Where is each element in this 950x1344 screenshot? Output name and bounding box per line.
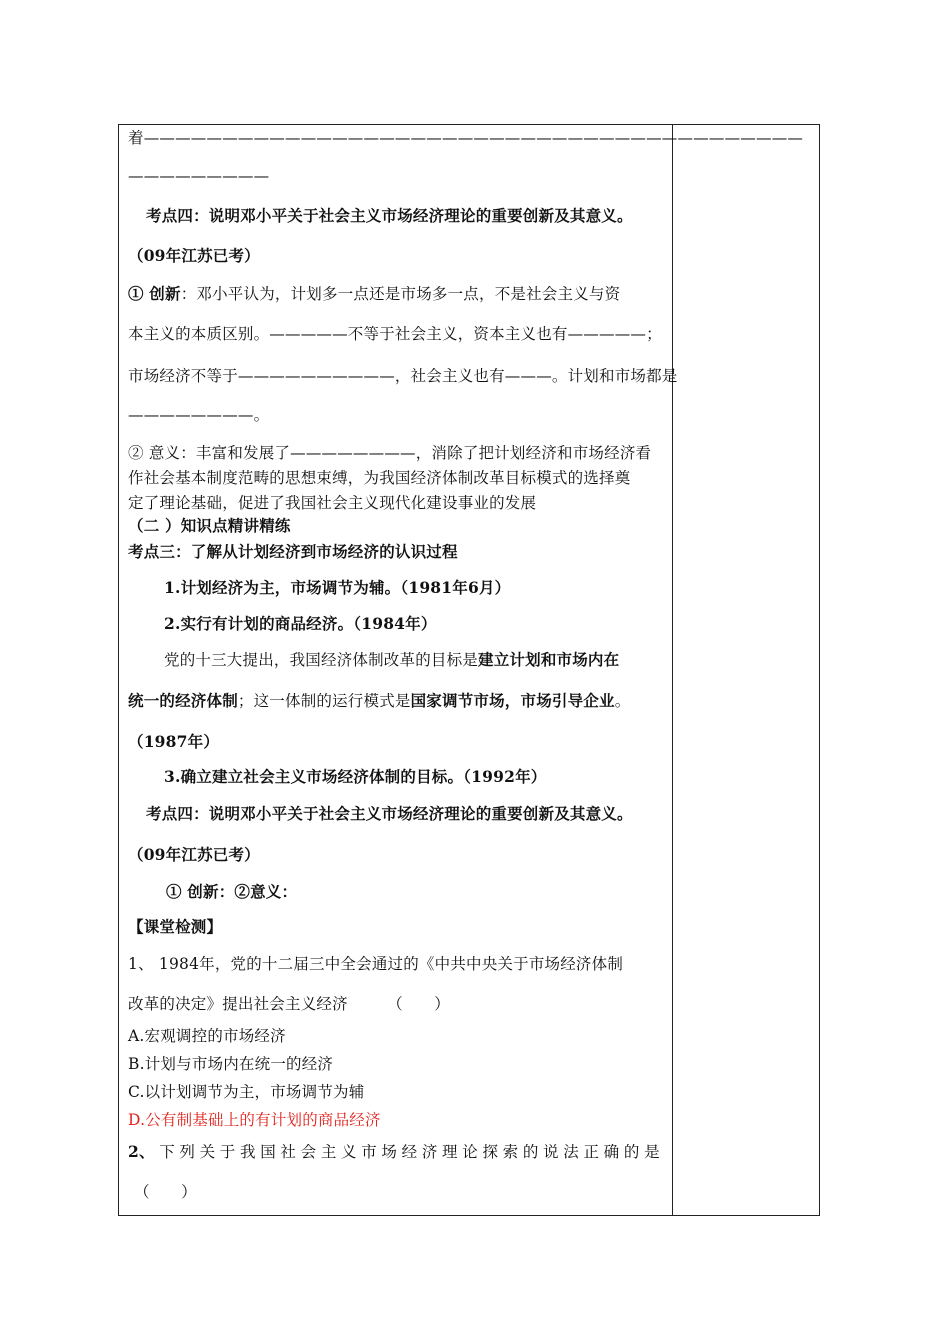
para-line-2 — [128, 691, 630, 711]
para-text-1: 党的十三大提出，我国经济体制改革的目标是 — [164, 651, 479, 669]
quiz-heading: 【课堂检测】 — [128, 917, 223, 936]
para-year: （1987年） — [128, 732, 220, 751]
q2-char: 国 — [260, 1143, 276, 1161]
question-2-line-2: （ ） — [134, 1183, 197, 1201]
question-1-line-2: 改革的决定》提出社会主义经济 （ ） — [128, 995, 450, 1013]
option-a: A.宏观调控的市场经济 — [128, 1027, 286, 1045]
q2-char: 正 — [583, 1143, 600, 1161]
q2-char: 会 — [300, 1143, 317, 1161]
q2-char: 确 — [603, 1143, 620, 1161]
q2-char: 于 — [219, 1143, 236, 1161]
q2-char: 理 — [442, 1143, 458, 1161]
meaning-line-3: 定了理论基础，促进了我国社会主义现代化建设事业的发展 — [128, 494, 537, 512]
q2-char: 关 — [199, 1143, 216, 1161]
lecture-heading: （二 ）知识点精讲精练 — [128, 516, 291, 535]
innovation-line-4: ————————。 — [128, 406, 270, 424]
q2-char: 市 — [361, 1143, 377, 1161]
q2-char: 主 — [320, 1143, 337, 1161]
q2-char: 法 — [563, 1143, 579, 1161]
option-d-answer: D.公有制基础上的有计划的商品经济 — [128, 1111, 381, 1129]
kaodian4-note: （09年江苏已考） — [128, 845, 260, 864]
innovation-label: ① 创新 — [128, 284, 181, 303]
column-divider — [672, 124, 673, 1216]
innovation-meaning: ① 创新：②意义： — [166, 882, 298, 901]
q2-char: 场 — [381, 1143, 398, 1161]
kaodian3-title: 考点三：了解从计划经济到市场经济的认识过程 — [128, 542, 458, 561]
q2-char: 社 — [280, 1143, 297, 1161]
meaning-line-1: ② 意义：丰富和发展了————————，消除了把计划经济和市场经济看 — [128, 444, 652, 462]
dash-line-1: 着—————————————————————————————————————————— — [128, 129, 804, 147]
innovation-line-1 — [128, 284, 620, 304]
q2-char: 经 — [401, 1143, 418, 1161]
dash-line-2: ————————— — [128, 167, 270, 185]
para-bold-1: 建立计划和市场内在 — [478, 650, 620, 669]
q2-char: 我 — [240, 1143, 256, 1161]
q2-char: 济 — [421, 1143, 438, 1161]
para-bold-3: 国家调节市场，市场引导企业 — [410, 691, 615, 710]
item-1: 1.计划经济为主，市场调节为辅。（1981年6月） — [164, 578, 511, 597]
meaning-line-2: 作社会基本制度范畴的思想束缚，为我国经济体制改革目标模式的选择奠 — [128, 469, 631, 487]
innovation-line-3: 市场经济不等于——————————，社会主义也有———。计划和市场都是 — [128, 367, 678, 385]
q2-char: 列 — [179, 1143, 196, 1161]
q2-char: 论 — [462, 1143, 478, 1161]
q2-char: 下 — [159, 1143, 175, 1161]
item-3: 3.确立建立社会主义市场经济体制的目标。（1992年） — [164, 767, 547, 786]
option-c: C.以计划调节为主，市场调节为辅 — [128, 1083, 365, 1101]
question-2-line-1 — [128, 1142, 660, 1162]
innovation-text-1: ：邓小平认为，计划多一点还是市场多一点，不是社会主义与资 — [180, 285, 621, 303]
q2-char: 探 — [482, 1143, 499, 1161]
kaodian4-title-top: 考点四：说明邓小平关于社会主义市场经济理论的重要创新及其意义。 — [146, 206, 633, 225]
option-b: B.计划与市场内在统一的经济 — [128, 1055, 334, 1073]
q2-char: 是 — [644, 1143, 660, 1161]
item-2: 2.实行有计划的商品经济。（1984年） — [164, 614, 437, 633]
q2-char: 索 — [502, 1143, 519, 1161]
kaodian4-title: 考点四：说明邓小平关于社会主义市场经济理论的重要创新及其意义。 — [146, 804, 633, 823]
para-text-3: 。 — [614, 692, 631, 710]
para-line-1 — [164, 650, 619, 670]
q2-char: 的 — [522, 1143, 539, 1161]
q2-char: 义 — [341, 1143, 357, 1161]
para-bold-2: 统一的经济体制 — [128, 691, 238, 710]
question-2-number: 2、 — [128, 1142, 155, 1161]
q2-char: 说 — [543, 1143, 559, 1161]
kaodian4-note-top: （09年江苏已考） — [128, 246, 260, 265]
q2-char: 的 — [623, 1143, 640, 1161]
para-text-2: ；这一体制的运行模式是 — [237, 692, 411, 710]
innovation-line-2: 本主义的本质区别。—————不等于社会主义，资本主义也有—————； — [128, 325, 662, 343]
question-1-line-1: 1、 1984年，党的十二届三中全会通过的《中共中央关于市场经济体制 — [128, 955, 624, 973]
